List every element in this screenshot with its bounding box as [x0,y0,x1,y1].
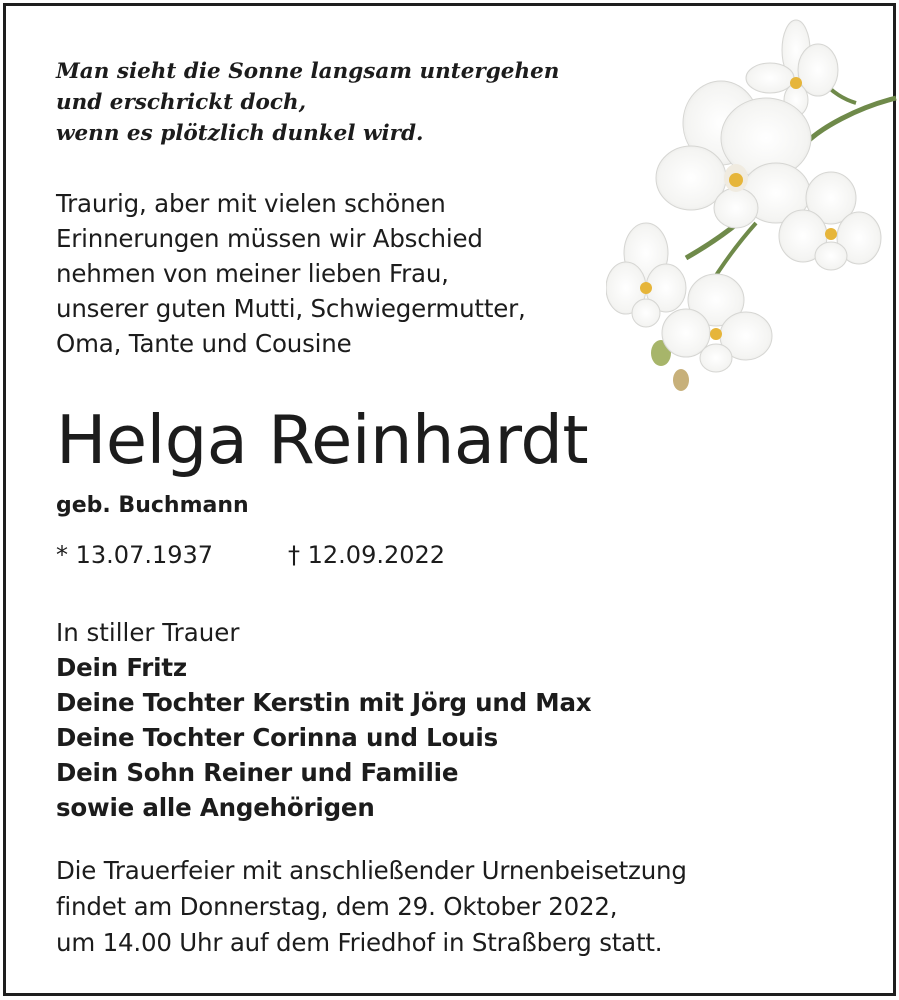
mourner-line: Deine Tochter Kerstin mit Jörg und Max [56,688,592,717]
service-line: Die Trauerfeier mit anschließender Urnenbeisetzung [56,856,687,885]
mourners-label: In stiller Trauer [56,618,240,647]
intro-line: nehmen von meiner lieben Frau, [56,259,449,288]
service-line: findet am Donnerstag, dem 29. Oktober 2022, [56,892,618,921]
intro-line: Traurig, aber mit vielen schönen [56,189,446,218]
obituary-frame [3,3,896,996]
intro-line: unserer guten Mutti, Schwiegermutter, [56,294,526,323]
poem-line: und erschrickt doch, [56,90,307,115]
poem-line: Man sieht die Sonne langsam untergehen [56,59,560,84]
white-orchid-icon [606,18,899,398]
poem-line: wenn es plötzlich dunkel wird. [56,121,424,146]
death-date: † 12.09.2022 [288,541,446,569]
service-line: um 14.00 Uhr auf dem Friedhof in Straßberg statt. [56,928,663,957]
birth-date: * 13.07.1937 [56,541,214,569]
mourner-line: sowie alle Angehörigen [56,793,375,822]
deceased-name: Helga Reinhardt [56,401,589,479]
intro-line: Oma, Tante und Cousine [56,329,352,358]
birth-name: geb. Buchmann [56,493,249,518]
intro-line: Erinnerungen müssen wir Abschied [56,224,483,253]
mourner-line: Deine Tochter Corinna und Louis [56,723,498,752]
mourner-line: Dein Fritz [56,653,187,682]
mourner-line: Dein Sohn Reiner und Familie [56,758,459,787]
